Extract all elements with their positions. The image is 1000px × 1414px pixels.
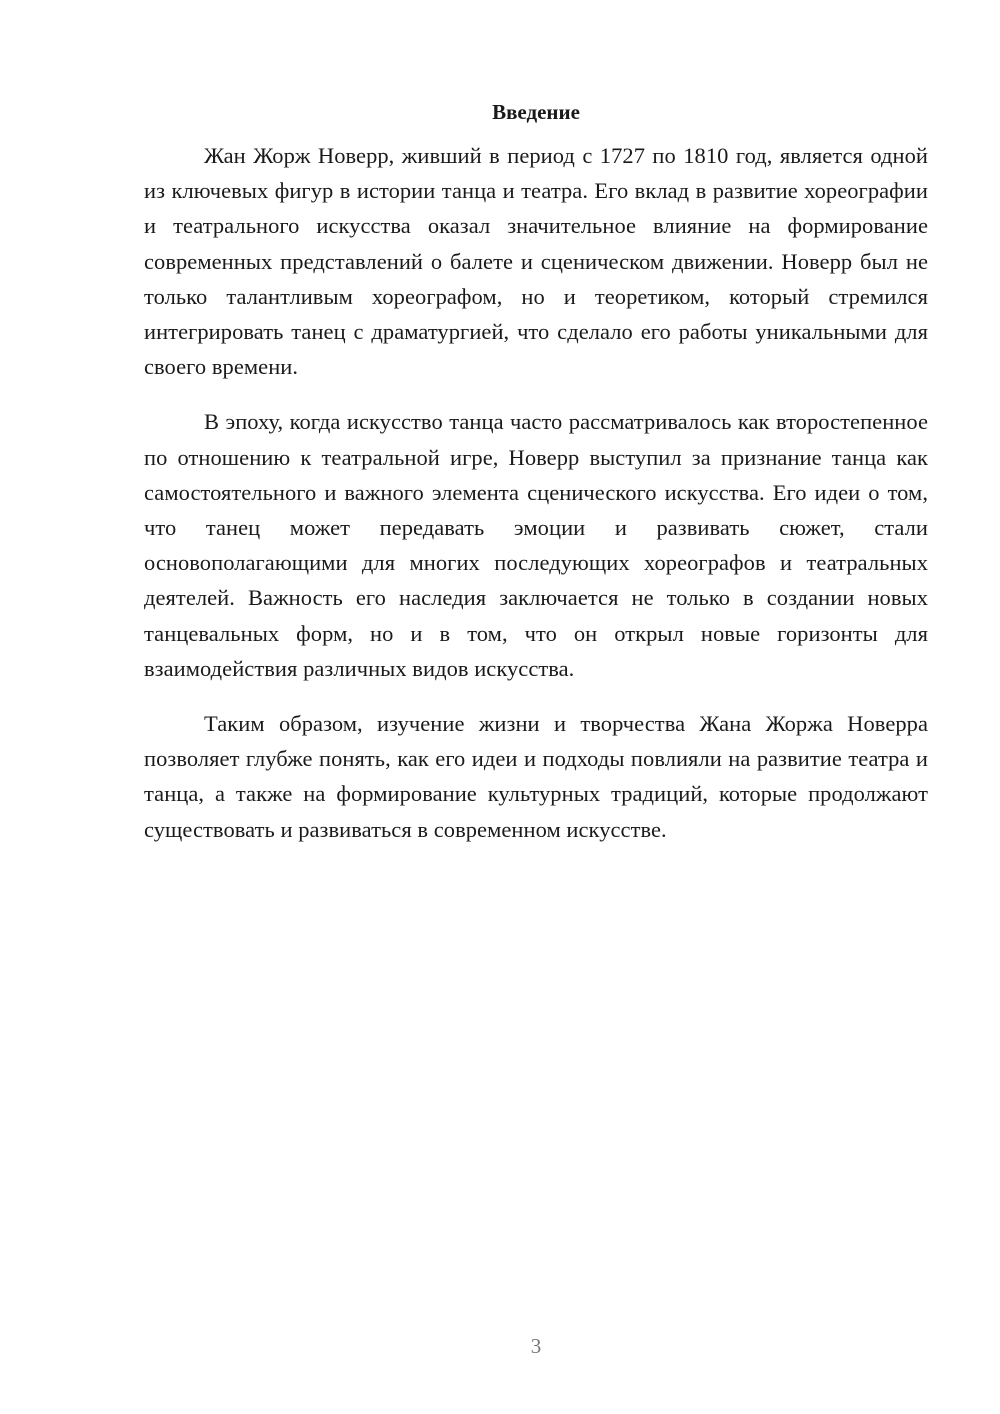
section-heading: Введение [492, 100, 580, 124]
page-number: 3 [530, 1334, 542, 1358]
paragraph-3: Таким образом, изучение жизни и творчества Жана Жоржа Новерра позволяет глубже понять, как его идеи и подходы повлияли на развитие театра и танца, а также на формирование культурных традиций, которые продолжают существовать и развиваться в современном искусстве. [144, 711, 928, 842]
page-content [144, 96, 928, 867]
paragraph-1: Жан Жорж Новерр, живший в период с 1727 по 1810 год, является одной из ключевых фигур в истории танца и театра. Его вклад в развитие хореографии и театрального искусства оказал значительное влияние на формирование современных представлений о балете и сценическом движении. Новерр был не только талантливым хореографом, но и теоретиком, который стремился интегрировать танец с драматургией, что сделало его работы уникальными для своего времени. [144, 143, 928, 380]
paragraph-2: В эпоху, когда искусство танца часто рассматривалось как второстепенное по отношению к театральной игре, Новерр выступил за признание танца как самостоятельного и важного элемента сценического искусства. Его идеи о том, что танец может передавать эмоции и развивать сюжет, стали основополагающими для многих последующих хореографов и театральных деятелей. Важность его наследия заключается не только в создании новых танцевальных форм, но и в том, что он открыл новые горизонты для взаимодействия различных видов искусства. [144, 409, 928, 681]
